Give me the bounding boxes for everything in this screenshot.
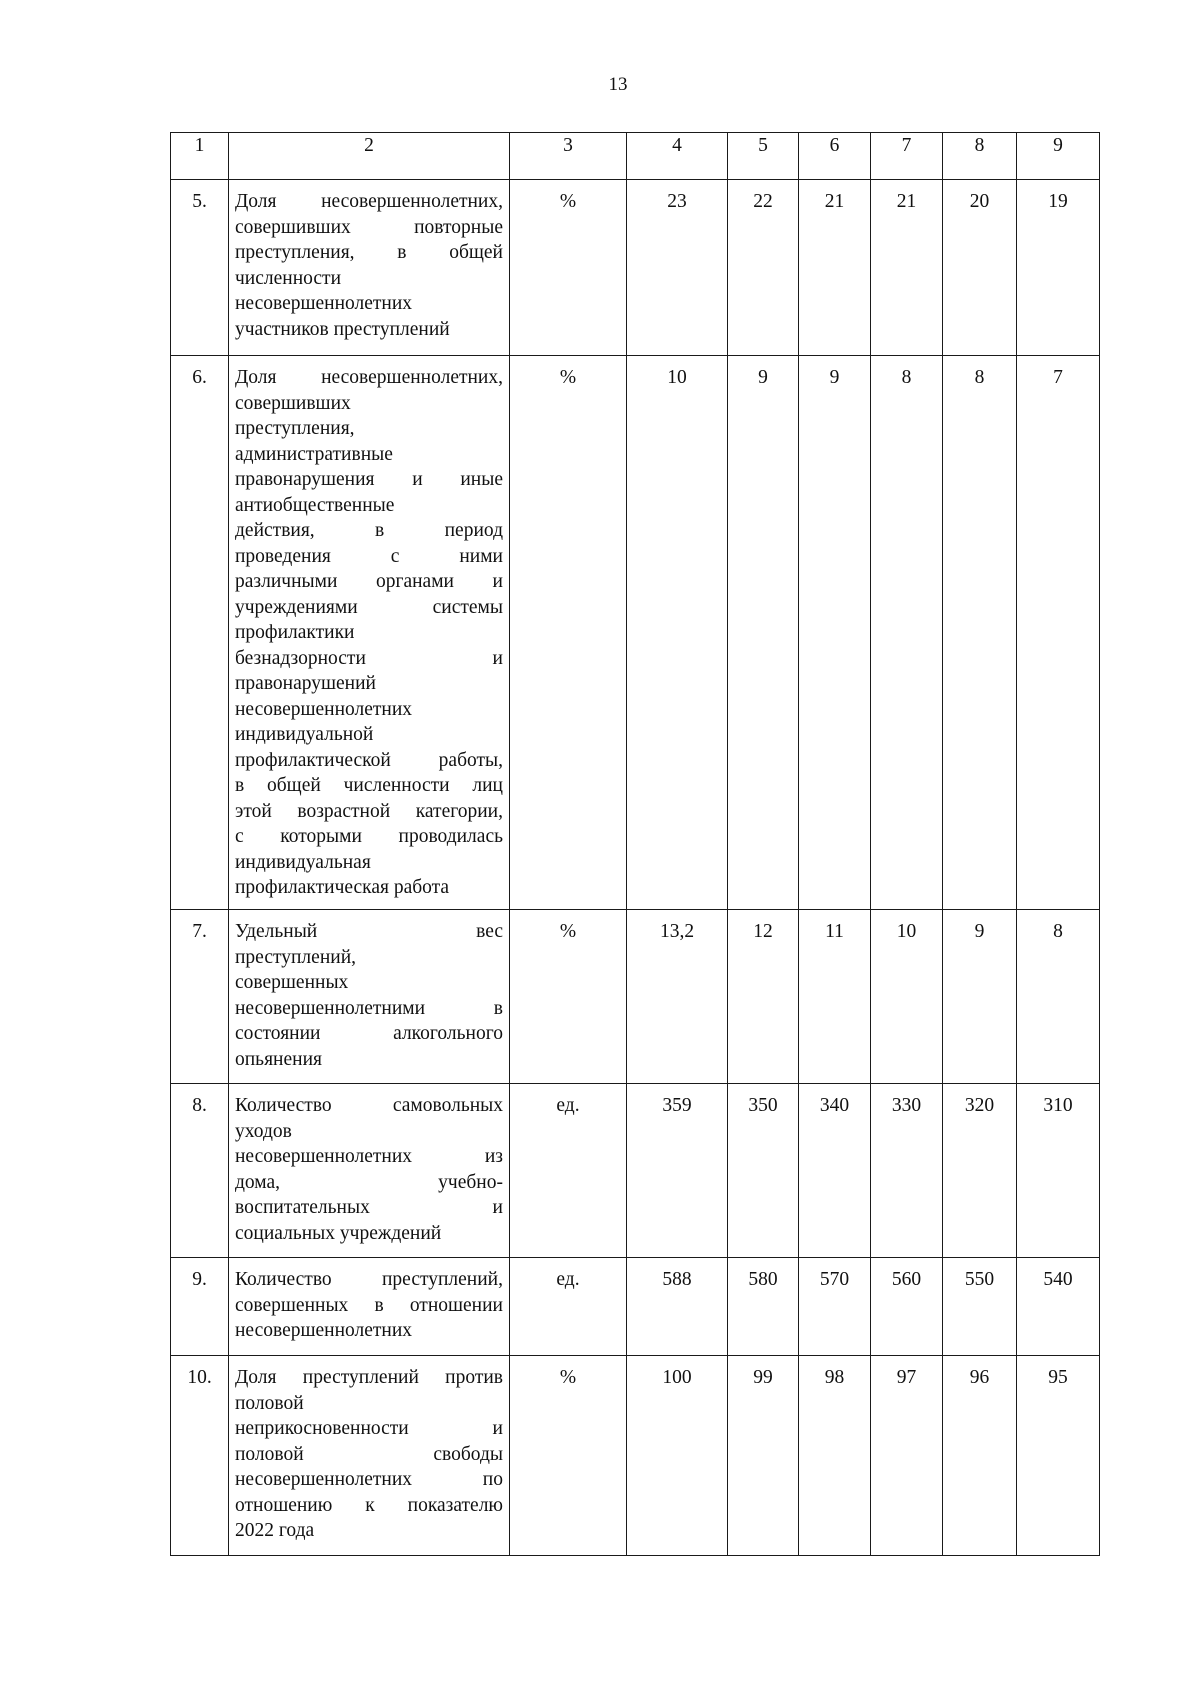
table-row bbox=[171, 1084, 1100, 1258]
indicator-name bbox=[229, 1356, 510, 1556]
indicator-name-line: преступления, в общей bbox=[235, 242, 503, 263]
header-cell: 4 bbox=[627, 133, 728, 180]
indicator-name-line: профилактической работы, bbox=[235, 749, 503, 771]
row-number: 5. bbox=[171, 180, 229, 356]
value-cell: 100 bbox=[627, 1356, 728, 1556]
value-cell: 570 bbox=[799, 1258, 871, 1356]
value-cell: 95 bbox=[1017, 1356, 1100, 1556]
value-cell: 340 bbox=[799, 1084, 871, 1258]
value-cell: 8 bbox=[943, 356, 1017, 910]
value-cell: 12 bbox=[728, 910, 799, 1084]
value-cell: 320 bbox=[943, 1084, 1017, 1258]
indicator-name-line: несовершеннолетних bbox=[235, 698, 413, 720]
value-cell: 359 bbox=[627, 1084, 728, 1258]
value-cell: 13,2 bbox=[627, 910, 728, 1084]
header-cell: 5 bbox=[728, 133, 799, 180]
indicator-name-line: совершенных в отношении bbox=[235, 1294, 503, 1316]
indicator-name bbox=[229, 180, 510, 356]
table-row bbox=[171, 910, 1100, 1084]
value-cell: 588 bbox=[627, 1258, 728, 1356]
value-cell: 9 bbox=[728, 356, 799, 910]
indicator-name-line: социальных учреждений bbox=[235, 1222, 442, 1244]
indicator-name-line: индивидуальной bbox=[235, 724, 374, 745]
indicator-name-line: профилактическая работа bbox=[235, 877, 450, 898]
value-cell: 99 bbox=[728, 1356, 799, 1556]
indicator-name-line: несовершеннолетних из bbox=[235, 1146, 503, 1167]
value-cell: 10 bbox=[871, 910, 943, 1084]
indicator-name-line: дома, учебно- bbox=[235, 1171, 503, 1193]
indicator-name-line: этой возрастной категории, bbox=[235, 800, 503, 822]
unit-cell: ед. bbox=[510, 1084, 627, 1258]
page-number: 13 bbox=[608, 74, 628, 95]
table-body bbox=[171, 133, 1100, 1556]
indicator-name-line: несовершеннолетних bbox=[235, 1320, 413, 1341]
value-cell: 10 bbox=[627, 356, 728, 910]
row-number: 8. bbox=[171, 1084, 229, 1258]
value-cell: 22 bbox=[728, 180, 799, 356]
indicator-name bbox=[229, 910, 510, 1084]
value-cell: 8 bbox=[1017, 910, 1100, 1084]
header-cell: 2 bbox=[229, 133, 510, 180]
value-cell: 550 bbox=[943, 1258, 1017, 1356]
value-cell: 9 bbox=[943, 910, 1017, 1084]
indicator-name-line: в общей численности лиц bbox=[235, 775, 503, 796]
indicators-table bbox=[170, 132, 1100, 1556]
indicator-name-line: преступления, bbox=[235, 418, 355, 439]
unit-cell: % bbox=[510, 1356, 627, 1556]
value-cell: 580 bbox=[728, 1258, 799, 1356]
header-cell: 9 bbox=[1017, 133, 1100, 180]
indicator-name-line: антиобщественные bbox=[235, 494, 395, 516]
indicator-name-line: проведения с ними bbox=[235, 545, 503, 567]
value-cell: 7 bbox=[1017, 356, 1100, 910]
header-cell: 6 bbox=[799, 133, 871, 180]
header-row bbox=[171, 133, 1100, 180]
table-row bbox=[171, 356, 1100, 910]
indicator-name-line: 2022 года bbox=[235, 1520, 315, 1541]
indicator-name-line: численности bbox=[235, 267, 342, 289]
indicator-name-line: правонарушения и иные bbox=[235, 469, 503, 490]
indicator-name-line: действия, в период bbox=[235, 520, 503, 541]
indicator-name-line: административные bbox=[235, 443, 393, 465]
indicator-name-line: половой bbox=[235, 1392, 304, 1414]
unit-cell: % bbox=[510, 180, 627, 356]
indicator-name-line: несовершеннолетних bbox=[235, 293, 413, 314]
table-row bbox=[171, 180, 1100, 356]
indicator-name-line: уходов bbox=[235, 1120, 292, 1142]
indicator-name-line: несовершеннолетними в bbox=[235, 997, 503, 1019]
indicator-name-line: состоянии алкогольного bbox=[235, 1023, 503, 1044]
indicator-name-line: преступлений, bbox=[235, 946, 356, 968]
indicator-name-line: Количество преступлений, bbox=[235, 1269, 503, 1290]
indicator-name-line: половой свободы bbox=[235, 1443, 503, 1465]
indicator-name-line: неприкосновенности и bbox=[235, 1418, 503, 1439]
indicator-name bbox=[229, 1084, 510, 1258]
row-number: 9. bbox=[171, 1258, 229, 1356]
value-cell: 310 bbox=[1017, 1084, 1100, 1258]
value-cell: 350 bbox=[728, 1084, 799, 1258]
value-cell: 98 bbox=[799, 1356, 871, 1556]
header-cell: 1 bbox=[171, 133, 229, 180]
value-cell: 21 bbox=[799, 180, 871, 356]
indicator-name-line: индивидуальная bbox=[235, 851, 371, 873]
indicator-name bbox=[229, 356, 510, 910]
value-cell: 97 bbox=[871, 1356, 943, 1556]
value-cell: 560 bbox=[871, 1258, 943, 1356]
row-number: 7. bbox=[171, 910, 229, 1084]
indicator-name-line: участников преступлений bbox=[235, 318, 450, 340]
value-cell: 20 bbox=[943, 180, 1017, 356]
indicator-name bbox=[229, 1258, 510, 1356]
indicator-name-line: профилактики bbox=[235, 622, 355, 643]
row-number: 10. bbox=[171, 1356, 229, 1556]
header-cell: 3 bbox=[510, 133, 627, 180]
unit-cell: % bbox=[510, 356, 627, 910]
header-cell: 8 bbox=[943, 133, 1017, 180]
indicator-name-line: различными органами и bbox=[235, 571, 503, 592]
value-cell: 21 bbox=[871, 180, 943, 356]
value-cell: 19 bbox=[1017, 180, 1100, 356]
indicator-name-line: Удельный вес bbox=[235, 921, 503, 942]
value-cell: 96 bbox=[943, 1356, 1017, 1556]
table-row bbox=[171, 1258, 1100, 1356]
indicator-name-line: отношению к показателю bbox=[235, 1494, 503, 1516]
value-cell: 330 bbox=[871, 1084, 943, 1258]
indicator-name-line: совершивших bbox=[235, 392, 351, 414]
value-cell: 23 bbox=[627, 180, 728, 356]
value-cell: 11 bbox=[799, 910, 871, 1084]
header-cell: 7 bbox=[871, 133, 943, 180]
indicator-name-line: несовершеннолетних по bbox=[235, 1469, 503, 1490]
table-row bbox=[171, 1356, 1100, 1556]
indicator-name-line: учреждениями системы bbox=[235, 596, 503, 618]
value-cell: 8 bbox=[871, 356, 943, 910]
value-cell: 9 bbox=[799, 356, 871, 910]
indicator-name-line: совершивших повторные bbox=[235, 216, 503, 238]
value-cell: 540 bbox=[1017, 1258, 1100, 1356]
indicator-name-line: с которыми проводилась bbox=[235, 826, 503, 847]
indicator-name-line: Количество самовольных bbox=[235, 1095, 503, 1116]
indicator-name-line: безнадзорности и bbox=[235, 647, 503, 669]
indicator-name-line: Доля преступлений против bbox=[235, 1367, 503, 1388]
row-number: 6. bbox=[171, 356, 229, 910]
indicator-name-line: правонарушений bbox=[235, 673, 376, 694]
indicator-name-line: воспитательных и bbox=[235, 1197, 503, 1218]
unit-cell: ед. bbox=[510, 1258, 627, 1356]
indicator-name-line: совершенных bbox=[235, 972, 349, 993]
indicator-name-line: Доля несовершеннолетних, bbox=[235, 191, 503, 212]
indicator-name-line: Доля несовершеннолетних, bbox=[235, 367, 503, 388]
indicator-name-line: опьянения bbox=[235, 1048, 322, 1070]
unit-cell: % bbox=[510, 910, 627, 1084]
